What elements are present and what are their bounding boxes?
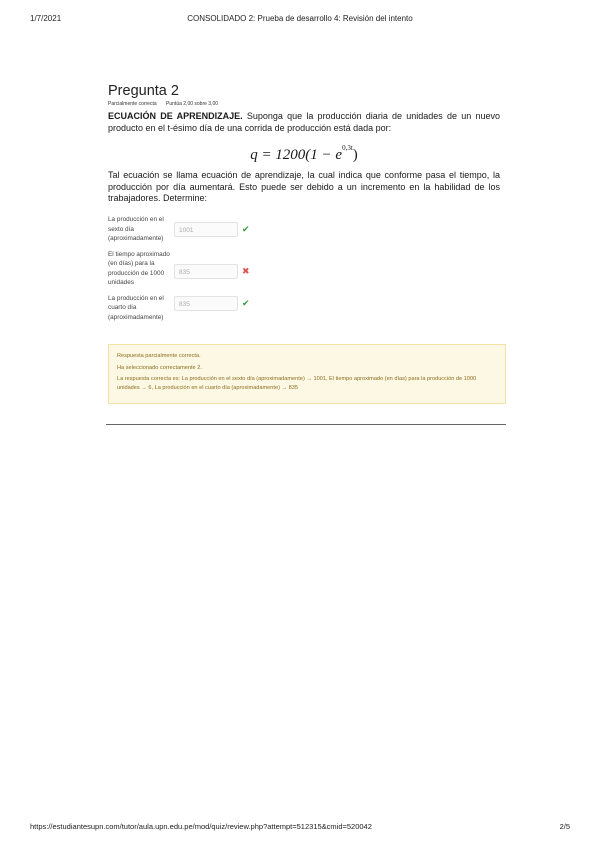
- answer-label: El tiempo aproximado (en días) para la producción de 1000 unidades: [108, 250, 170, 286]
- question-header: [108, 82, 508, 107]
- question-info: [108, 101, 508, 107]
- page-number: 2/5: [559, 822, 570, 831]
- answer-row-1: [108, 215, 258, 244]
- divider: [106, 424, 506, 425]
- formula-rhs: ): [352, 147, 358, 163]
- check-icon: ✔: [242, 297, 250, 308]
- answer-select[interactable]: 1001: [174, 222, 238, 237]
- print-date: 1/7/2021: [30, 14, 62, 23]
- question-status: Parcialmente correcta: [108, 101, 157, 107]
- question-text2: Tal ecuación se llama ecuación de aprendizaje, la cual indica que conforme pasa el tiempo, la producción por día aumentará. Esto puede ser debido a un incremento en la habilidad de los trabajadores. Determine:: [108, 170, 500, 203]
- check-icon: ✔: [242, 224, 250, 234]
- answer-select[interactable]: 835: [174, 296, 238, 311]
- question-text1: Suponga que la producción diaria de unidades de un nuevo producto en el t-ésimo día de una corrida de producción está dada por:: [108, 111, 500, 133]
- answer-list: [108, 215, 258, 328]
- print-title: CONSOLIDADO 2: Prueba de desarrollo 4: Revisión del intento: [187, 14, 413, 23]
- feedback-status: Respuesta parcialmente correcta.: [117, 353, 201, 359]
- answer-label: La producción en el cuarto día (aproximadamente): [108, 294, 164, 321]
- feedback-count: Ha seleccionado correctamente 2.: [117, 364, 202, 371]
- cross-icon: ✖: [242, 265, 250, 276]
- answer-row-3: [108, 294, 258, 323]
- question-text: [108, 111, 500, 205]
- formula-exponent: 0,3t: [342, 144, 353, 152]
- formula: [108, 137, 500, 166]
- question-lead: ECUACIÓN DE APRENDIZAJE.: [108, 111, 243, 121]
- question-intro: [108, 111, 500, 134]
- print-url: https://estudiantesupn.com/tutor/aula.upn.edu.pe/mod/quiz/review.php?attempt=512315&cmid=520042: [30, 822, 372, 831]
- answer-label: La producción en el sexto día (aproximadamente): [108, 216, 164, 242]
- feedback-box: [108, 344, 506, 404]
- formula-lhs: q = 1200(1 − e: [250, 147, 343, 163]
- feedback-right-answer: La respuesta correcta es: La producción en el sexto día (aproximadamente) → 1001, El tiempo aproximado (en días) para la producción de 1000 unidades → 6, La producción en el cuarto día (aproximadamente) → 835: [117, 376, 477, 391]
- answer-row-2: [108, 250, 258, 288]
- answer-select[interactable]: 835: [174, 264, 238, 279]
- question-score: Puntúa 2,00 sobre 3,00: [166, 101, 219, 107]
- question-title: Pregunta 2: [108, 83, 179, 99]
